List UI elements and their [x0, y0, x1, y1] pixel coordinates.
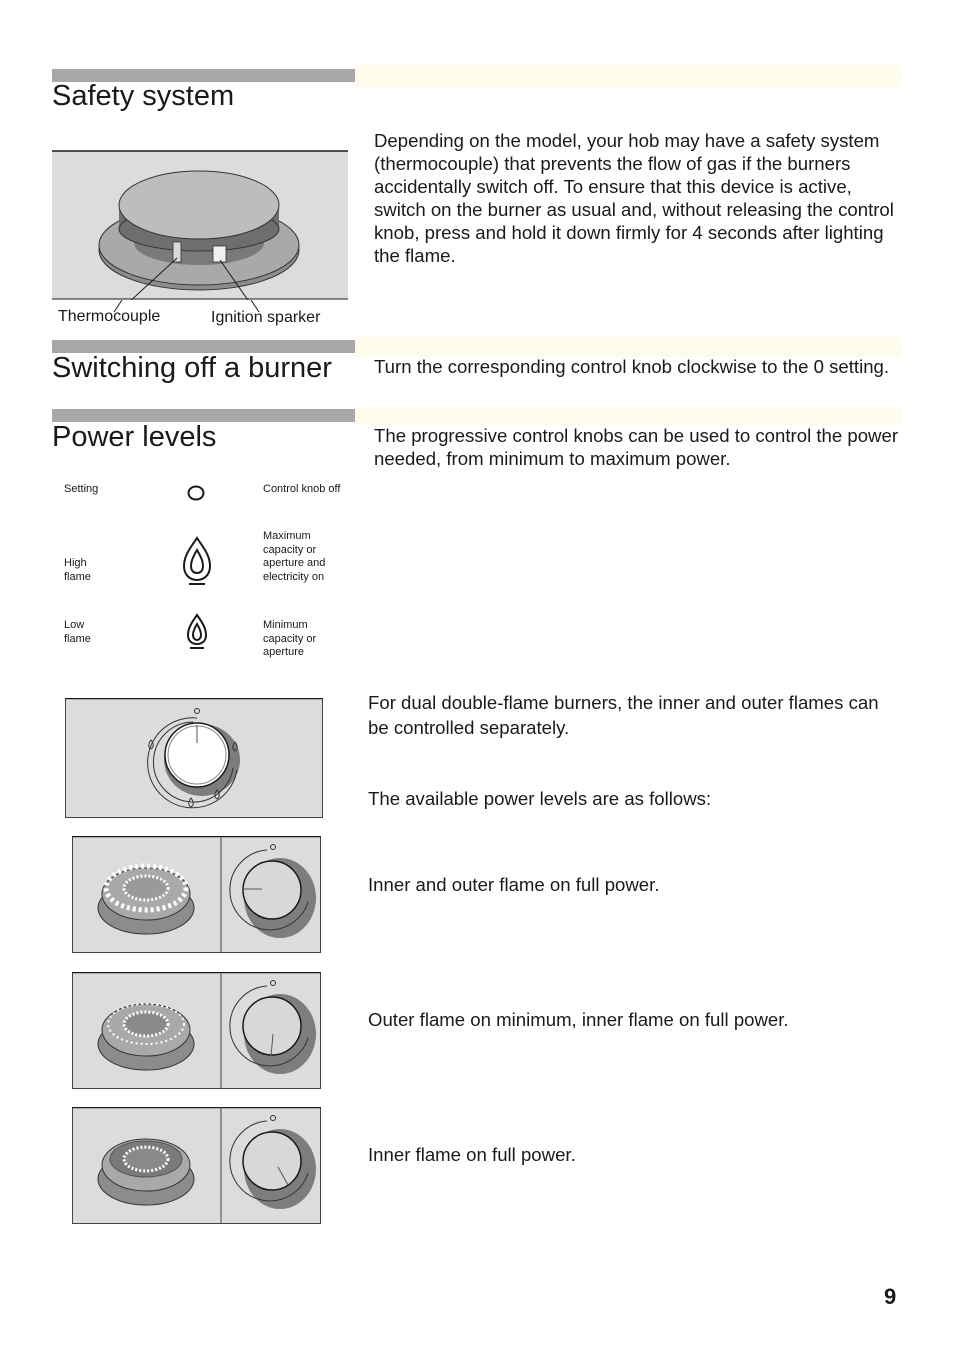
level-1-figure	[72, 836, 321, 954]
level-3-text: Inner flame on full power.	[368, 1144, 576, 1165]
heading-switching-off: Switching off a burner	[52, 352, 332, 384]
section-bar-power-levels-cream	[355, 407, 901, 425]
table-header-desc: Control knob off	[263, 483, 341, 495]
table-row-low-desc: Minimum capacity or aperture	[263, 619, 317, 658]
switching-off-body-text: Turn the corresponding control knob clockwise to the 0 setting.	[374, 356, 890, 377]
heading-safety-system: Safety system	[52, 80, 235, 112]
label-thermocouple: Thermocouple	[58, 308, 161, 325]
table-row-high-desc: Maximum capacity or aperture and electricity on	[263, 530, 326, 583]
dual-knob-figure	[65, 698, 323, 818]
section-bar-switching-off-cream	[355, 337, 901, 357]
power-levels-body-text: The progressive control knobs can be used to control the power needed, from minimum to maximum power.	[374, 425, 899, 469]
section-bar-safety-cream	[355, 65, 901, 87]
high-flame-icon	[180, 536, 214, 586]
level-1-text: Inner and outer flame on full power.	[368, 874, 660, 895]
off-circle-icon	[184, 481, 208, 505]
safety-burner-figure	[52, 150, 349, 300]
label-ignition-sparker: Ignition sparker	[211, 309, 321, 326]
low-flame-icon	[184, 613, 210, 651]
level-2-figure	[72, 972, 321, 1090]
page-number: 9	[884, 1284, 897, 1309]
dual-levels-intro-text: The available power levels are as follows:	[368, 788, 712, 809]
dual-intro-text: For dual double-flame burners, the inner and outer flames can be controlled separately.	[368, 692, 879, 738]
heading-power-levels: Power levels	[52, 421, 217, 453]
table-row-high-setting: High flame	[64, 557, 91, 583]
level-2-text: Outer flame on minimum, inner flame on full power.	[368, 1009, 789, 1030]
table-row-low-setting: Low flame	[64, 619, 91, 645]
level-3-figure	[72, 1107, 321, 1225]
safety-body-text: Depending on the model, your hob may have a safety system (thermocouple) that prevents the flow of gas if the burners accidentally switch off. To ensure that this device is active, switch on the burner as usual and, without releasing the control knob, press and hold it down firmly for 4 seconds after lighting the flame.	[374, 130, 894, 266]
table-header-setting: Setting	[64, 483, 99, 495]
